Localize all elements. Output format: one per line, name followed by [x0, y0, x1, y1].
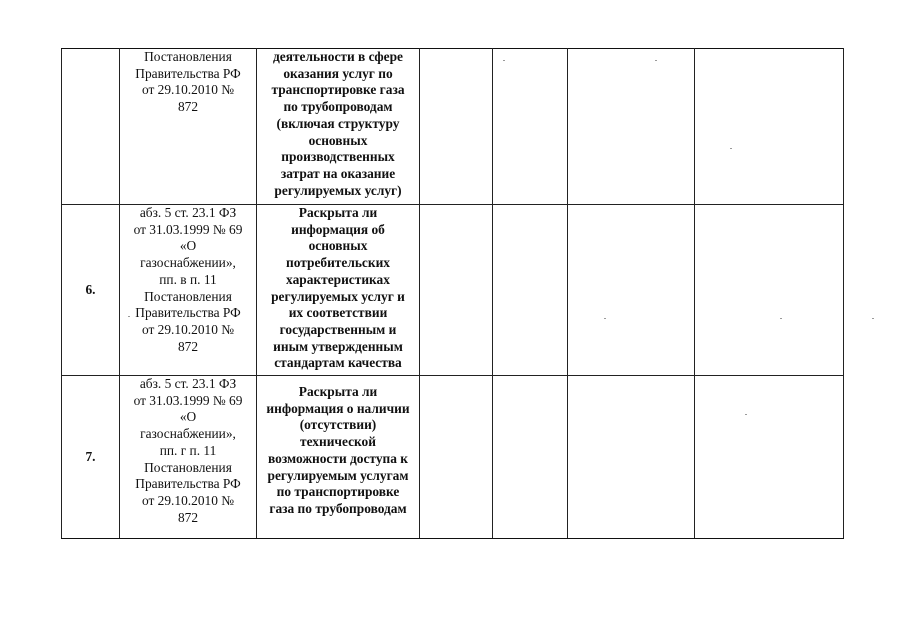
scan-speck	[780, 318, 782, 319]
empty-cell	[420, 205, 493, 376]
empty-cell	[420, 376, 493, 539]
empty-cell	[695, 49, 844, 205]
row-number: 6.	[62, 205, 120, 376]
empty-cell	[493, 205, 568, 376]
scan-speck	[730, 148, 732, 149]
scan-speck	[503, 60, 505, 61]
table-row	[62, 376, 844, 539]
empty-cell	[493, 376, 568, 539]
scan-speck	[745, 414, 747, 415]
empty-cell	[695, 205, 844, 376]
legal-basis-cell: Постановления Правительства РФ от 29.10.2010 № 872	[120, 49, 257, 205]
question-cell: Раскрыта ли информация о наличии (отсутствии) технической возможности доступа к регулируемым услугам по транспортировке газа по трубопроводам	[257, 376, 420, 539]
row-number	[62, 49, 120, 205]
table-row	[62, 205, 844, 376]
scan-speck	[872, 318, 874, 319]
scan-speck	[128, 316, 130, 317]
empty-cell	[568, 205, 695, 376]
scan-speck	[604, 318, 606, 319]
empty-cell	[568, 376, 695, 539]
legal-basis-cell: абз. 5 ст. 23.1 ФЗ от 31.03.1999 № 69 «О газоснабжении», пп. в п. 11 Постановления Правительства РФ от 29.10.2010 № 872	[120, 205, 257, 376]
scan-speck	[655, 60, 657, 61]
empty-cell	[493, 49, 568, 205]
question-cell: деятельности в сфере оказания услуг по транспортировке газа по трубопроводам (включая структуру основных производственных затрат на оказание регулируемых услуг)	[257, 49, 420, 205]
row-number: 7.	[62, 376, 120, 539]
empty-cell	[695, 376, 844, 539]
question-cell: Раскрыта ли информация об основных потребительских характеристиках регулируемых услуг и их соответствии государственным и иным утвержденным стандартам качества	[257, 205, 420, 376]
empty-cell	[420, 49, 493, 205]
table-row	[62, 49, 844, 205]
legal-basis-cell: абз. 5 ст. 23.1 ФЗ от 31.03.1999 № 69 «О газоснабжении», пп. г п. 11 Постановления Правительства РФ от 29.10.2010 № 872	[120, 376, 257, 539]
checklist-table	[61, 48, 844, 539]
empty-cell	[568, 49, 695, 205]
